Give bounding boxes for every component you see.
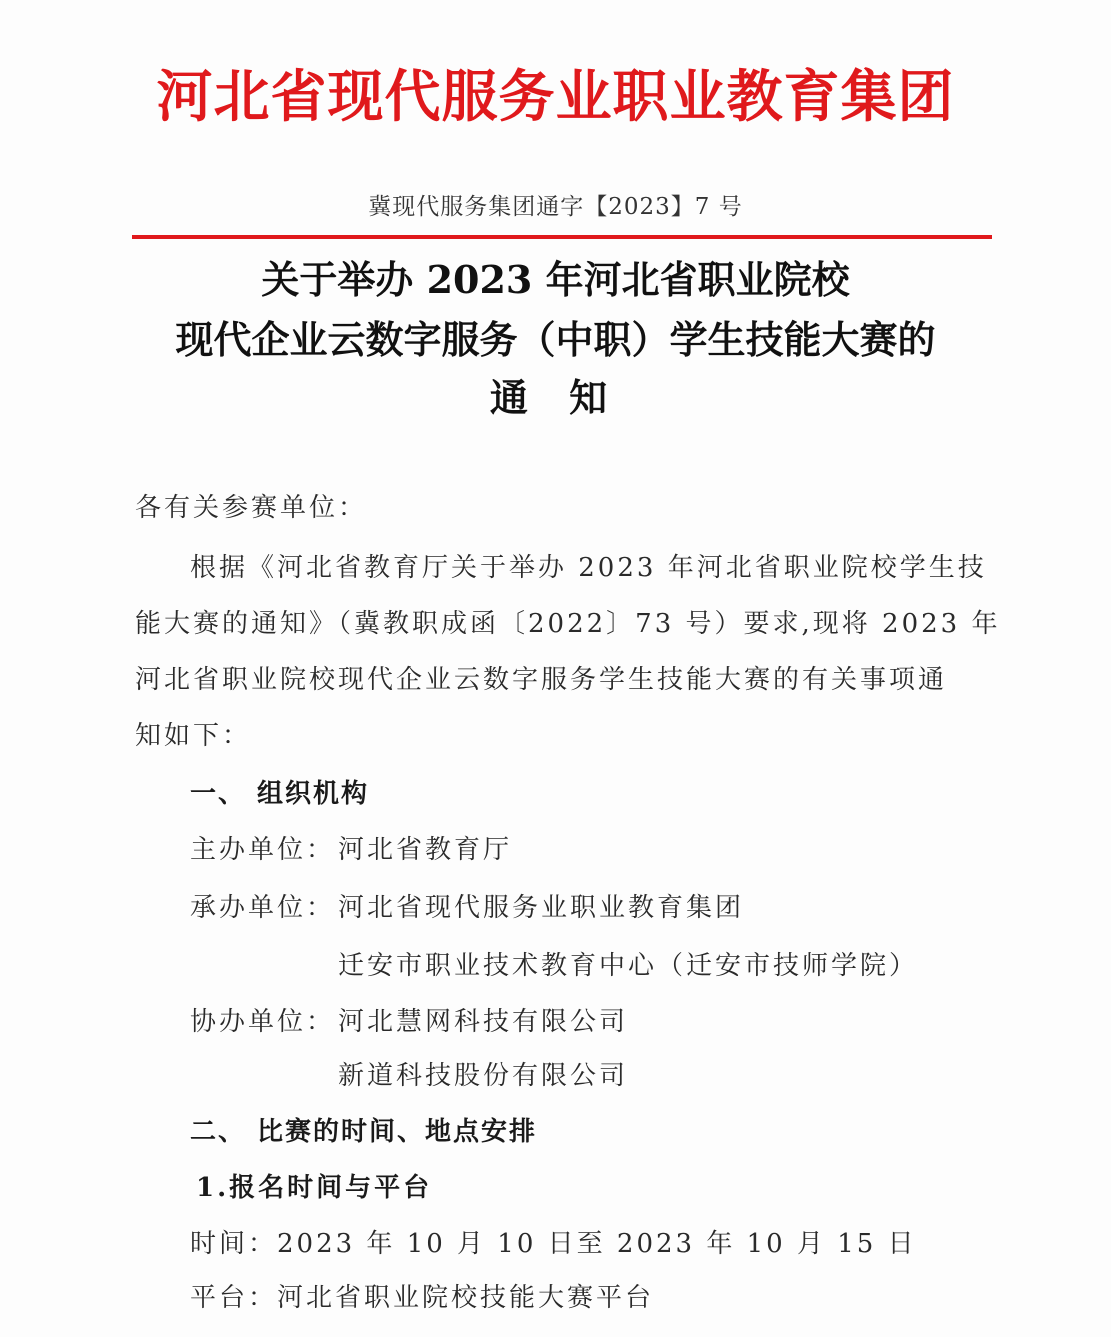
coorganizer-value-2: 新道科技股份有限公司 xyxy=(338,1061,629,1091)
section-2-heading: 二、 比赛的时间、地点安排 xyxy=(190,1117,538,1147)
section-1-heading: 一、 组织机构 xyxy=(190,779,370,809)
subsection-1-heading: 1.报名时间与平台 xyxy=(196,1173,433,1203)
registration-platform: 平台：河北省职业院校技能大赛平台 xyxy=(190,1283,655,1313)
organizer-label: 承办单位： xyxy=(190,893,336,923)
red-divider xyxy=(132,235,992,239)
title-line-2: 现代企业云数字服务（中职）学生技能大赛的 xyxy=(175,317,936,362)
host-value: 河北省教育厅 xyxy=(338,835,513,865)
intro-line-2: 能大赛的通知》（冀教职成函〔2022〕73 号）要求,现将 2023 年 xyxy=(135,609,1001,639)
registration-time: 时间：2023 年 10 月 10 日至 2023 年 10 月 15 日 xyxy=(190,1229,917,1259)
title-line-3: 通 知 xyxy=(489,375,622,420)
org-masthead: 河北省现代服务业职业教育集团 xyxy=(156,65,955,130)
organizer-value-1: 河北省现代服务业职业教育集团 xyxy=(338,893,745,923)
document-number: 冀现代服务集团通字【2023】7 号 xyxy=(368,194,743,220)
coorganizer-value-1: 河北慧网科技有限公司 xyxy=(338,1007,629,1037)
salutation: 各有关参赛单位： xyxy=(135,493,368,523)
host-label: 主办单位： xyxy=(190,835,336,865)
intro-line-3: 河北省职业院校现代企业云数字服务学生技能大赛的有关事项通 xyxy=(135,665,948,695)
intro-line-4: 知如下： xyxy=(135,721,252,751)
coorganizer-label: 协办单位： xyxy=(190,1007,336,1037)
intro-line-1: 根据《河北省教育厅关于举办 2023 年河北省职业院校学生技 xyxy=(190,553,987,583)
title-line-1: 关于举办 2023 年河北省职业院校 xyxy=(261,257,850,302)
organizer-value-2: 迁安市职业技术教育中心（迁安市技师学院） xyxy=(338,951,919,981)
